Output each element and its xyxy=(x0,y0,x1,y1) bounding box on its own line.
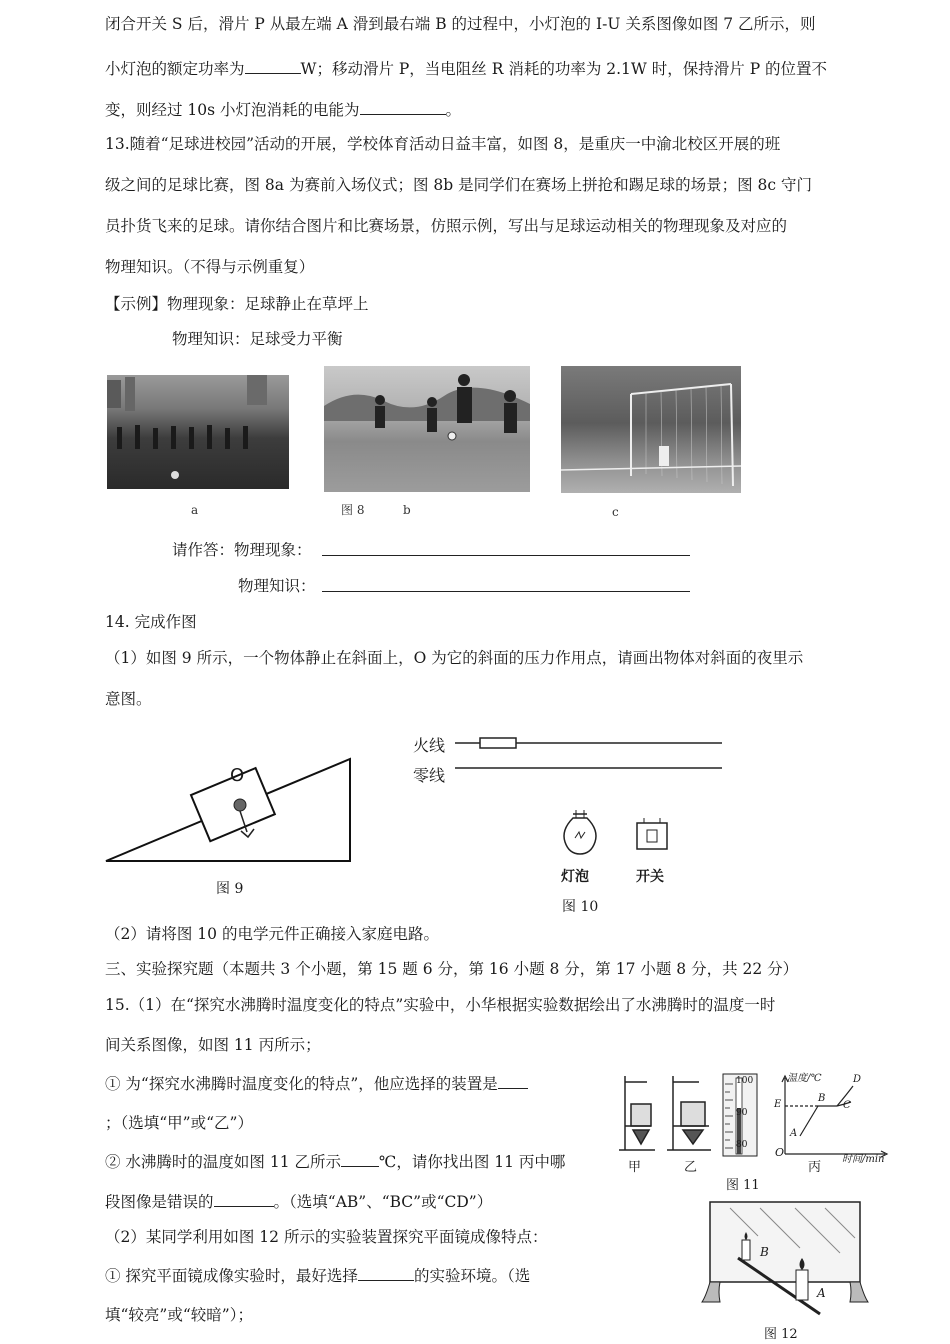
fig10-circuit-diagram xyxy=(455,730,735,870)
q15-line-1: 15.（1）在“探究水沸腾时温度变化的特点”实验中，小华根据实验数据绘出了水沸腾时的温度一时 xyxy=(105,996,776,1014)
text-segment: 小灯泡的额定功率为 xyxy=(105,60,245,78)
switch-icon xyxy=(637,818,667,849)
fig8c-caption: c xyxy=(612,505,619,519)
photo-8a-entry-ceremony xyxy=(107,375,289,489)
answer-phenomenon-line[interactable] xyxy=(322,554,690,556)
fig11-label-yi: 乙 xyxy=(684,1160,698,1175)
answer-knowledge-line[interactable] xyxy=(322,590,690,592)
photo-8b-match xyxy=(324,366,530,492)
photo-8b-detail xyxy=(324,366,530,492)
fill-blank-temperature[interactable] xyxy=(341,1150,379,1167)
text-segment: ① 为“探究水沸腾时温度变化的特点”，他应选择的装置是 xyxy=(105,1075,498,1093)
fig9-incline-diagram xyxy=(100,745,360,870)
q15-line-5 xyxy=(105,1150,565,1172)
text-segment: ① 探究平面镜成像实验时，最好选择 xyxy=(105,1267,358,1285)
example-knowledge: 物理知识：足球受力平衡 xyxy=(172,330,343,348)
q13-line-4: 物理知识。（不得与示例重复） xyxy=(105,258,315,276)
text-line-2 xyxy=(105,57,827,79)
text-segment: 的实验环境。（选 xyxy=(413,1267,531,1285)
fig12-caption: 图 12 xyxy=(764,1327,798,1342)
text-segment: 变，则经过 10s 小灯泡消耗的电能为 xyxy=(105,101,360,119)
fig12-point-b: B xyxy=(760,1245,769,1259)
fig11-y-axis-label: 温度/℃ xyxy=(787,1073,822,1084)
fig11-axis-e: E xyxy=(774,1099,782,1110)
q14-part1-line2: 意图。 xyxy=(105,690,152,708)
fig11-point-d: D xyxy=(853,1074,862,1085)
fig8-caption: 图 8 xyxy=(341,503,365,517)
text-segment: 。 xyxy=(445,101,462,119)
photo-8c-detail xyxy=(561,366,741,493)
q15-line-7: （2）某同学利用如图 12 所示的实验装置探究平面镜成像特点： xyxy=(105,1228,548,1246)
fill-blank-power[interactable] xyxy=(245,57,301,74)
fig11-tick-80: 80 xyxy=(736,1140,748,1150)
q15-line-3 xyxy=(105,1072,528,1094)
q15-line-2: 间关系图像，如图 11 丙所示； xyxy=(105,1036,321,1054)
fig11-point-a: A xyxy=(790,1128,798,1139)
fig11-x-axis-label: 时间/min xyxy=(842,1154,885,1165)
fig8b-caption: b xyxy=(403,503,411,517)
answer-phenomenon-label: 请作答：物理现象： xyxy=(172,541,312,559)
text-line-1: 闭合开关 S 后，滑片 P 从最左端 A 滑到最右端 B 的过程中，小灯泡的 I-U 关系图像如图 7 乙所示，则 xyxy=(105,15,816,33)
text-segment: 。（选填“AB”、“BC”或“CD”） xyxy=(273,1193,493,1211)
fig11-point-c: C xyxy=(843,1100,851,1111)
bulb-icon xyxy=(564,810,596,854)
fig10-neutral-wire-label: 零线 xyxy=(413,766,446,785)
fig10-bulb-label: 灯泡 xyxy=(561,869,589,885)
fig8a-caption: a xyxy=(191,503,199,517)
text-segment: 段图像是错误的 xyxy=(105,1193,214,1211)
fig9-caption: 图 9 xyxy=(216,881,244,897)
fig10-switch-label: 开关 xyxy=(636,869,664,885)
fig11-tick-100: 100 xyxy=(736,1076,754,1086)
text-segment: ℃，请你找出图 11 丙中哪 xyxy=(379,1153,566,1171)
temperature-time-graph xyxy=(782,1076,887,1157)
q15-line-9: 填“较亮”或“较暗”）； xyxy=(105,1306,253,1324)
text-segment: W；移动滑片 P，当电阻丝 R 消耗的功率为 2.1W 时，保持滑片 P 的位置不 xyxy=(300,60,828,78)
q14-title: 14. 完成作图 xyxy=(105,613,197,631)
q14-part1-line1: （1）如图 9 所示，一个物体静止在斜面上，O 为它的斜面的压力作用点，请画出物体对斜面的夜里示 xyxy=(105,649,804,667)
q13-line-2: 级之间的足球比赛，图 8a 为赛前入场仪式；图 8b 是同学们在赛场上拼抢和踢足球的场景；图 8c 守门 xyxy=(105,176,812,194)
fig11-label-jia: 甲 xyxy=(628,1160,642,1175)
q13-line-1: 13.随着“足球进校园”活动的开展，学校体育活动日益丰富，如图 8，是重庆一中渝北校区开展的班 xyxy=(105,135,781,153)
fig10-caption: 图 10 xyxy=(562,899,599,915)
fuse-icon xyxy=(480,738,516,748)
fig11-label-bing: 丙 xyxy=(808,1160,822,1175)
q14-part2: （2）请将图 10 的电学元件正确接入家庭电路。 xyxy=(105,925,439,943)
q15-line-4: ；（选填“甲”或“乙”） xyxy=(105,1114,253,1132)
text-segment: ② 水沸腾时的温度如图 11 乙所示 xyxy=(105,1153,342,1171)
apparatus-yi-icon xyxy=(667,1076,711,1150)
example-phenomenon: 【示例】物理现象：足球静止在草坪上 xyxy=(105,295,369,313)
text-line-3 xyxy=(105,98,461,120)
fig10-live-wire-label: 火线 xyxy=(413,736,446,755)
fig12-point-a: A xyxy=(817,1286,826,1300)
q15-line-8 xyxy=(105,1264,530,1286)
fig11-point-b: B xyxy=(818,1093,826,1104)
fig11-caption: 图 11 xyxy=(726,1178,760,1193)
apparatus-jia-icon xyxy=(619,1076,655,1150)
fig11-origin: O xyxy=(775,1146,785,1159)
q15-line-6 xyxy=(105,1190,492,1212)
q13-line-3: 员扑货飞来的足球。请你结合图片和比赛场景，仿照示例，写出与足球运动相关的物理现象及对应的 xyxy=(105,217,788,235)
fig9-point-o: O xyxy=(230,765,245,786)
fill-blank-energy[interactable] xyxy=(360,98,446,115)
photo-8a-detail xyxy=(107,375,289,489)
answer-knowledge-label: 物理知识： xyxy=(238,577,316,595)
photo-8c-goalkeeper xyxy=(561,366,741,493)
fig11-tick-90: 90 xyxy=(736,1108,748,1118)
fill-blank-wrong-segment[interactable] xyxy=(214,1190,274,1207)
fig12-mirror-setup xyxy=(700,1196,870,1318)
fill-blank-environment[interactable] xyxy=(358,1264,414,1281)
fill-blank-apparatus[interactable] xyxy=(498,1072,528,1089)
section-3-heading: 三、实验探究题（本题共 3 个小题，第 15 题 6 分，第 16 小题 8 分，第 17 小题 8 分，共 22 分） xyxy=(105,960,799,978)
